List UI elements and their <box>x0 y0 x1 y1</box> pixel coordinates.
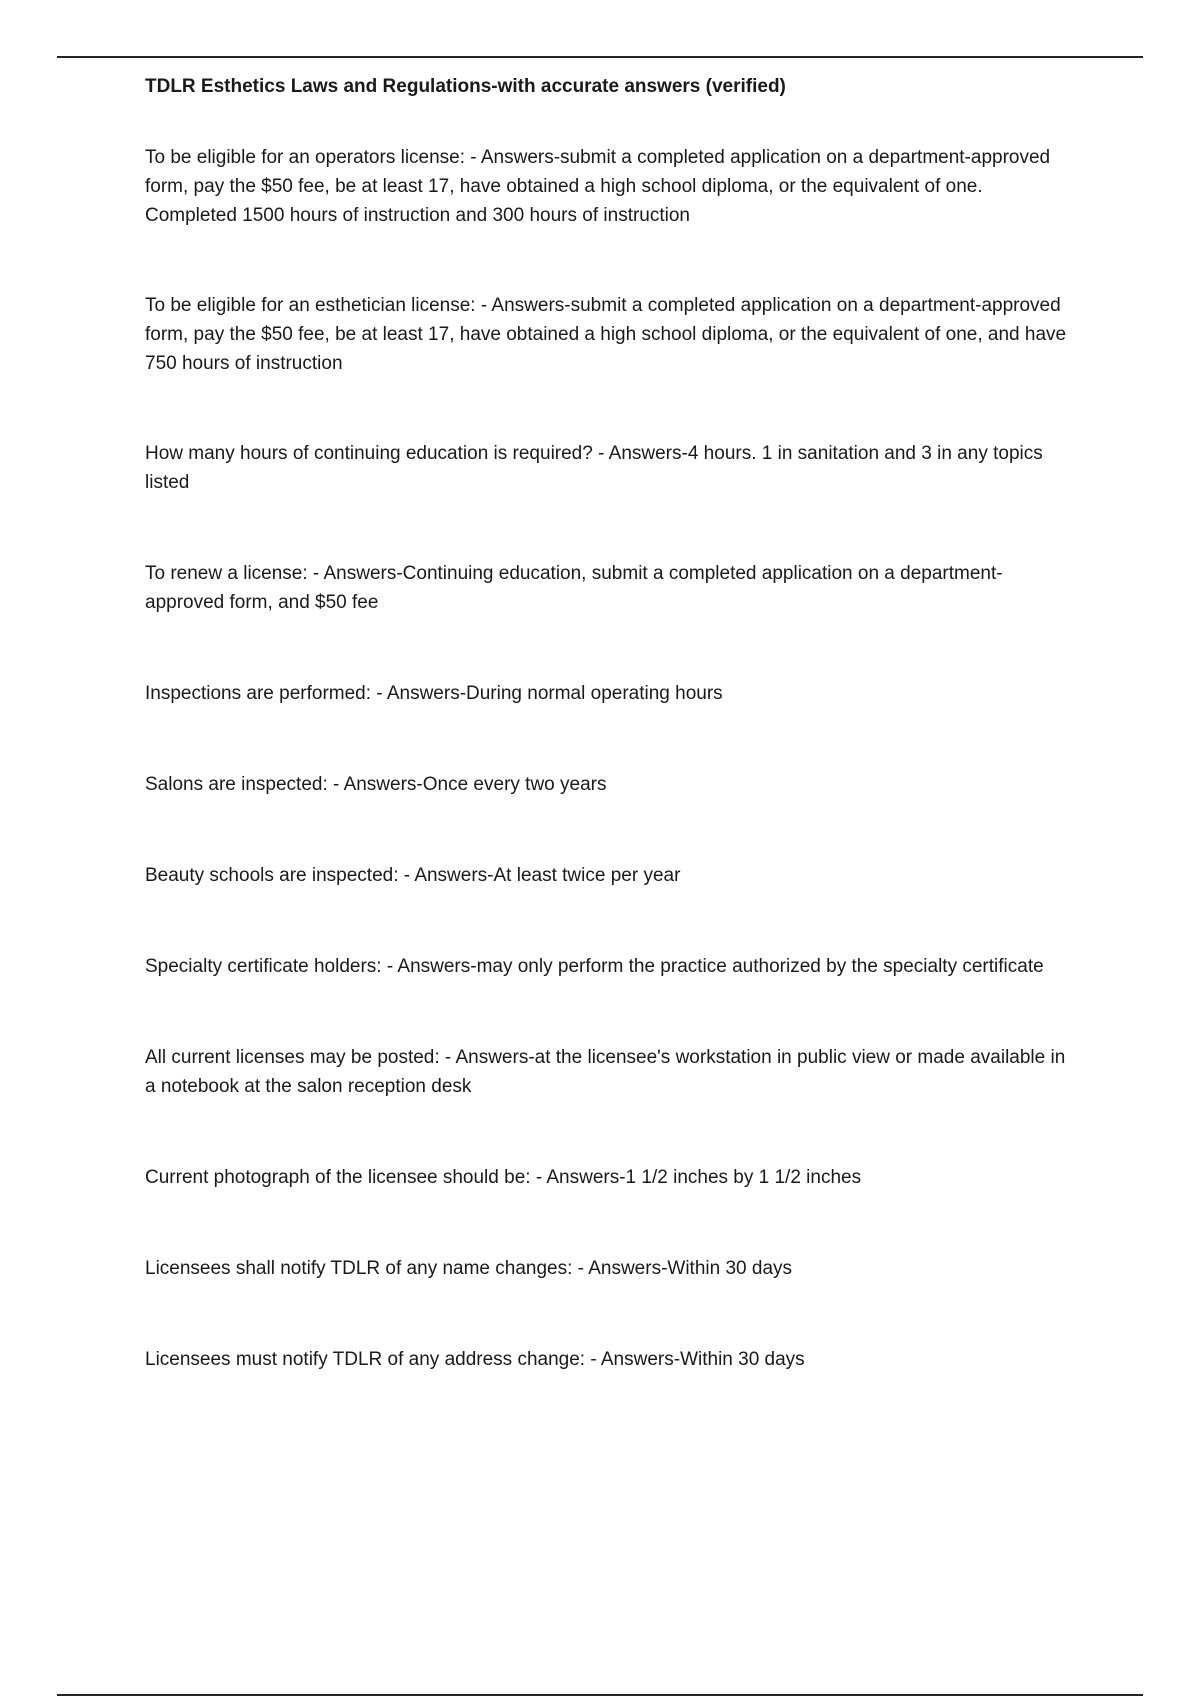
qa-item-license-posting <box>145 1043 1075 1101</box>
qa-item-renew-license <box>145 559 1075 617</box>
qa-text: Current photograph of the licensee should be: - Answers-1 1/2 inches by 1 1/2 inches <box>145 1167 862 1188</box>
qa-text: Beauty schools are inspected: - Answers-At least twice per year <box>145 865 681 886</box>
document-title: TDLR Esthetics Laws and Regulations-with accurate answers (verified) <box>145 76 786 97</box>
qa-item-school-inspections <box>145 861 1075 890</box>
qa-item-name-change <box>145 1254 1075 1283</box>
top-rule <box>57 56 1143 58</box>
qa-text: Specialty certificate holders: - Answers-may only perform the practice authorized by the specialty certificate <box>145 956 1044 977</box>
qa-text: All current licenses may be posted: - Answers-at the licensee's workstation in public view or made available in a notebook at the salon reception desk <box>145 1047 1066 1097</box>
qa-item-address-change <box>145 1345 1075 1374</box>
qa-item-salon-inspections <box>145 770 1075 799</box>
qa-list <box>145 143 1075 1374</box>
qa-text: Inspections are performed: - Answers-During normal operating hours <box>145 683 723 704</box>
document-body <box>145 72 1075 1374</box>
qa-text: How many hours of continuing education is required? - Answers-4 hours. 1 in sanitation and 3 in any topics listed <box>145 443 1043 493</box>
qa-text: Licensees shall notify TDLR of any name changes: - Answers-Within 30 days <box>145 1258 793 1279</box>
qa-item-photograph <box>145 1163 1075 1192</box>
qa-item-continuing-education <box>145 439 1075 497</box>
qa-text: To renew a license: - Answers-Continuing education, submit a completed application on a department-approved form, and $50 fee <box>145 563 1003 613</box>
qa-item-inspections <box>145 679 1075 708</box>
qa-item-esthetician-license <box>145 291 1075 378</box>
qa-text: To be eligible for an operators license: - Answers-submit a completed application on a department-approved form, pay the $50 fee, be at least 17, have obtained a high school diploma, or the equivalent of one. Completed 1500 hours of instruction and 300 hours of instruction <box>145 147 1051 226</box>
qa-text: Salons are inspected: - Answers-Once every two years <box>145 774 607 795</box>
qa-text: To be eligible for an esthetician license: - Answers-submit a completed application on a department-approved form, pay the $50 fee, be at least 17, have obtained a high school diploma, or the equivalent of one, and have 750 hours of instruction <box>145 295 1067 374</box>
qa-item-specialty-certificate <box>145 952 1075 981</box>
qa-item-operators-license <box>145 143 1075 230</box>
bottom-rule <box>57 1694 1143 1696</box>
qa-text: Licensees must notify TDLR of any address change: - Answers-Within 30 days <box>145 1349 805 1370</box>
